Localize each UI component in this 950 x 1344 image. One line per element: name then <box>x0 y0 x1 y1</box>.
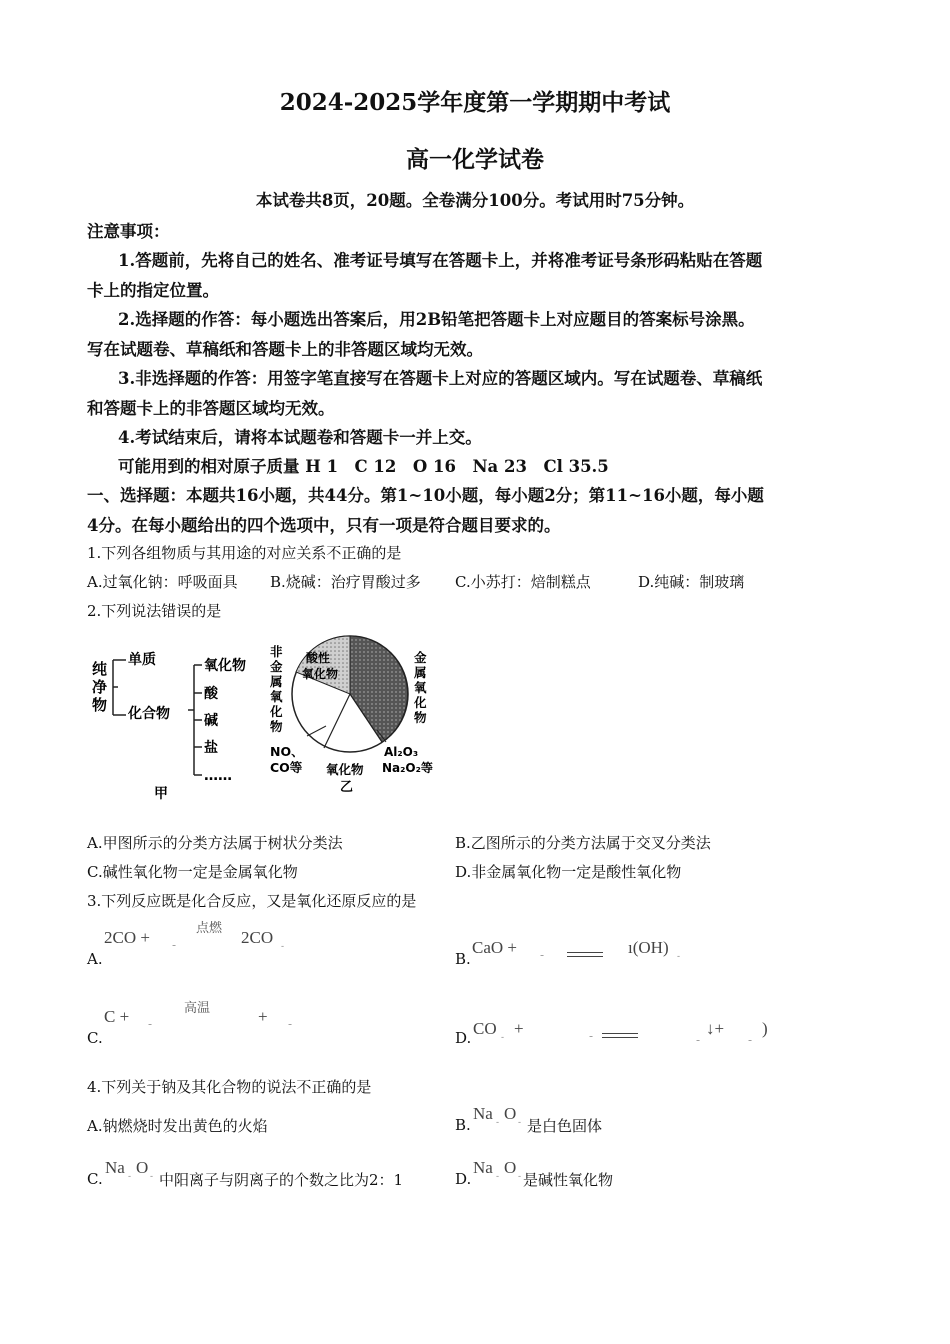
q4-option-c-formula-na: Na <box>105 1158 125 1177</box>
q3-option-b-right: ı(OH) <box>628 938 669 957</box>
q3-stem: 3.下列反应既是化合反应，又是氧化还原反应的是 <box>87 892 417 910</box>
notice-item-2: 2.选择题的作答：每小题选出答案后，用2B铅笔把答题卡上对应题目的答案标号涂黑。 <box>118 310 755 329</box>
q4-option-d-sub-2: - <box>518 1172 522 1182</box>
exam-subtitle: 高一化学试卷 <box>406 146 544 173</box>
tree-node-base: 碱 <box>204 713 218 729</box>
pie-left-1: 非 <box>270 644 283 659</box>
q4-option-d-formula-o: O <box>504 1158 517 1177</box>
q4-option-c-sub-1: - <box>128 1172 132 1182</box>
tree-caption: 甲 <box>154 786 168 802</box>
pie-right-4: 化 <box>414 695 427 710</box>
q3-option-b-dash: - <box>540 948 545 962</box>
q3-option-c-left: C + <box>104 1007 130 1026</box>
q1-option-d[interactable]: D.纯碱：制玻璃 <box>638 573 745 591</box>
tree-node-huahewu: 化合物 <box>128 706 170 722</box>
q3-option-c-dash: - <box>148 1017 153 1031</box>
q3-option-c-plus: + <box>258 1007 268 1026</box>
q4-option-c-formula-o: O <box>136 1158 149 1177</box>
q3-option-d-dash-2: - <box>696 1033 701 1047</box>
q4-option-c-text: 中阳离子与阴离子的个数之比为2：1 <box>159 1171 404 1189</box>
q3-option-b-left: CaO + <box>472 938 517 957</box>
notice-item-3: 3.非选择题的作答：用签字笔直接写在答题卡上对应的答题区域内。写在试题卷、草稿纸 <box>118 369 763 388</box>
q3-option-b-equals <box>567 944 603 963</box>
tree-root-char-3: 物 <box>92 696 108 714</box>
figure-jia-tree <box>88 630 258 810</box>
tree-node-oxide: 氧化物 <box>204 658 246 674</box>
figure-yi-pie <box>262 626 447 806</box>
q3-option-a-condition: 点燃 <box>196 921 223 936</box>
q3-option-d-plus: + <box>514 1019 524 1038</box>
q4-option-b-sub-2: - <box>518 1118 522 1128</box>
pie-right-example-2: Na₂O₂等 <box>382 761 433 775</box>
q2-stem: 2.下列说法错误的是 <box>87 602 222 620</box>
q3-option-d-dash-3: - <box>748 1033 753 1047</box>
pie-left-6: 物 <box>270 719 283 734</box>
q2-option-d[interactable]: D.非金属氧化物一定是酸性氧化物 <box>455 863 682 881</box>
q3-option-b-sub: - <box>677 952 681 962</box>
pie-left-4: 氧 <box>270 689 283 704</box>
q4-option-d-text: 是碱性氧化物 <box>523 1171 614 1189</box>
pie-inner-label-1: 酸性 <box>306 651 331 665</box>
pie-right-2: 属 <box>414 665 427 680</box>
exam-title: 2024-2025学年度第一学期期中考试 <box>279 89 671 116</box>
pie-left-5: 化 <box>270 704 283 719</box>
pie-left-2: 金 <box>270 659 283 674</box>
q3-option-a-dash: - <box>172 938 177 952</box>
q3-option-d-sub: - <box>501 1033 505 1043</box>
pie-right-3: 氧 <box>414 680 427 695</box>
q1-option-c[interactable]: C.小苏打：焙制糕点 <box>455 573 591 591</box>
notice-item-1-cont: 卡上的指定位置。 <box>87 281 219 300</box>
q4-option-d-formula-na: Na <box>473 1158 493 1177</box>
q3-option-c-dash-2: - <box>288 1017 293 1031</box>
q3-option-d-right: ↓+ <box>706 1019 725 1038</box>
q3-option-a-right: 2CO <box>241 928 274 947</box>
q1-option-a[interactable]: A.过氧化钠：呼吸面具 <box>87 573 238 591</box>
q2-option-b[interactable]: B.乙图所示的分类方法属于交叉分类法 <box>455 834 711 852</box>
pie-right-5: 物 <box>414 710 427 725</box>
pie-left-example-2: CO等 <box>270 760 303 775</box>
pie-inner-label-2: 氧化物 <box>302 667 339 681</box>
notice-item-3-cont: 和答题卡上的非答题区域均无效。 <box>87 399 335 418</box>
q2-option-c[interactable]: C.碱性氧化物一定是金属氧化物 <box>87 863 298 881</box>
q4-option-b-formula-o: O <box>504 1104 517 1123</box>
q4-option-b-sub-1: - <box>496 1118 500 1128</box>
pie-left-example-1: NO、 <box>270 744 304 759</box>
q4-option-a[interactable]: A.钠燃烧时发出黄色的火焰 <box>87 1117 268 1135</box>
pie-right-example-1: Al₂O₃ <box>384 745 419 759</box>
exam-info: 本试卷共8页，20题。全卷满分100分。考试用时75分钟。 <box>255 191 695 210</box>
q4-stem: 4.下列关于钠及其化合物的说法不正确的是 <box>87 1078 372 1096</box>
q4-option-d-label[interactable]: D. <box>455 1170 472 1188</box>
pie-bottom-label: 氧化物 <box>326 762 364 777</box>
q3-option-c-condition: 高温 <box>184 1001 211 1016</box>
notice-item-4: 4.考试结束后，请将本试题卷和答题卡一并上交。 <box>118 428 482 447</box>
q3-option-d-left: CO <box>473 1019 497 1038</box>
pie-caption: 乙 <box>340 780 354 795</box>
q1-option-b[interactable]: B.烧碱：治疗胃酸过多 <box>270 573 421 591</box>
q3-option-b-label[interactable]: B. <box>455 950 471 968</box>
q1-stem: 1.下列各组物质与其用途的对应关系不正确的是 <box>87 544 402 562</box>
q3-option-d-end: ) <box>762 1019 768 1038</box>
q3-option-d-label[interactable]: D. <box>455 1029 472 1047</box>
q2-option-a[interactable]: A.甲图所示的分类方法属于树状分类法 <box>87 834 343 852</box>
notice-item-2-cont: 写在试题卷、草稿纸和答题卡上的非答题区域均无效。 <box>87 340 483 359</box>
pie-right-1: 金 <box>414 650 427 665</box>
q4-option-b-formula-na: Na <box>473 1104 493 1123</box>
q4-option-b-text: 是白色固体 <box>527 1117 603 1135</box>
tree-node-etc: …… <box>204 768 232 784</box>
q3-option-a-sub: - <box>281 942 285 952</box>
section1-line2: 4分。在每小题给出的四个选项中，只有一项是符合题目要求的。 <box>87 516 561 535</box>
notice-heading: 注意事项： <box>87 222 170 241</box>
q3-option-a-label[interactable]: A. <box>87 950 103 968</box>
q4-option-d-sub-1: - <box>496 1172 500 1182</box>
atomic-masses: 可能用到的相对原子质量 H 1 C 12 O 16 Na 23 Cl 35.5 <box>118 457 609 476</box>
tree-root-char-2: 净 <box>92 678 108 696</box>
q4-option-c-label[interactable]: C. <box>87 1170 103 1188</box>
q3-option-c-label[interactable]: C. <box>87 1029 103 1047</box>
q4-option-b-label[interactable]: B. <box>455 1116 471 1134</box>
tree-node-salt: 盐 <box>204 740 218 756</box>
notice-item-1: 1.答题前，先将自己的姓名、准考证号填写在答题卡上，并将准考证号条形码粘贴在答题 <box>118 251 763 270</box>
q3-option-a-left: 2CO + <box>104 928 150 947</box>
tree-node-danzhi: 单质 <box>128 652 156 668</box>
q3-option-d-equals <box>602 1025 638 1044</box>
q3-option-d-dash: - <box>589 1029 594 1043</box>
section1-line1: 一、选择题：本题共16小题，共44分。第1~10小题，每小题2分；第11~16小题，每小题 <box>87 486 764 505</box>
tree-root-char-1: 纯 <box>92 660 108 678</box>
tree-node-acid: 酸 <box>204 686 218 702</box>
q4-option-c-sub-2: - <box>150 1172 154 1182</box>
pie-left-3: 属 <box>270 674 283 689</box>
